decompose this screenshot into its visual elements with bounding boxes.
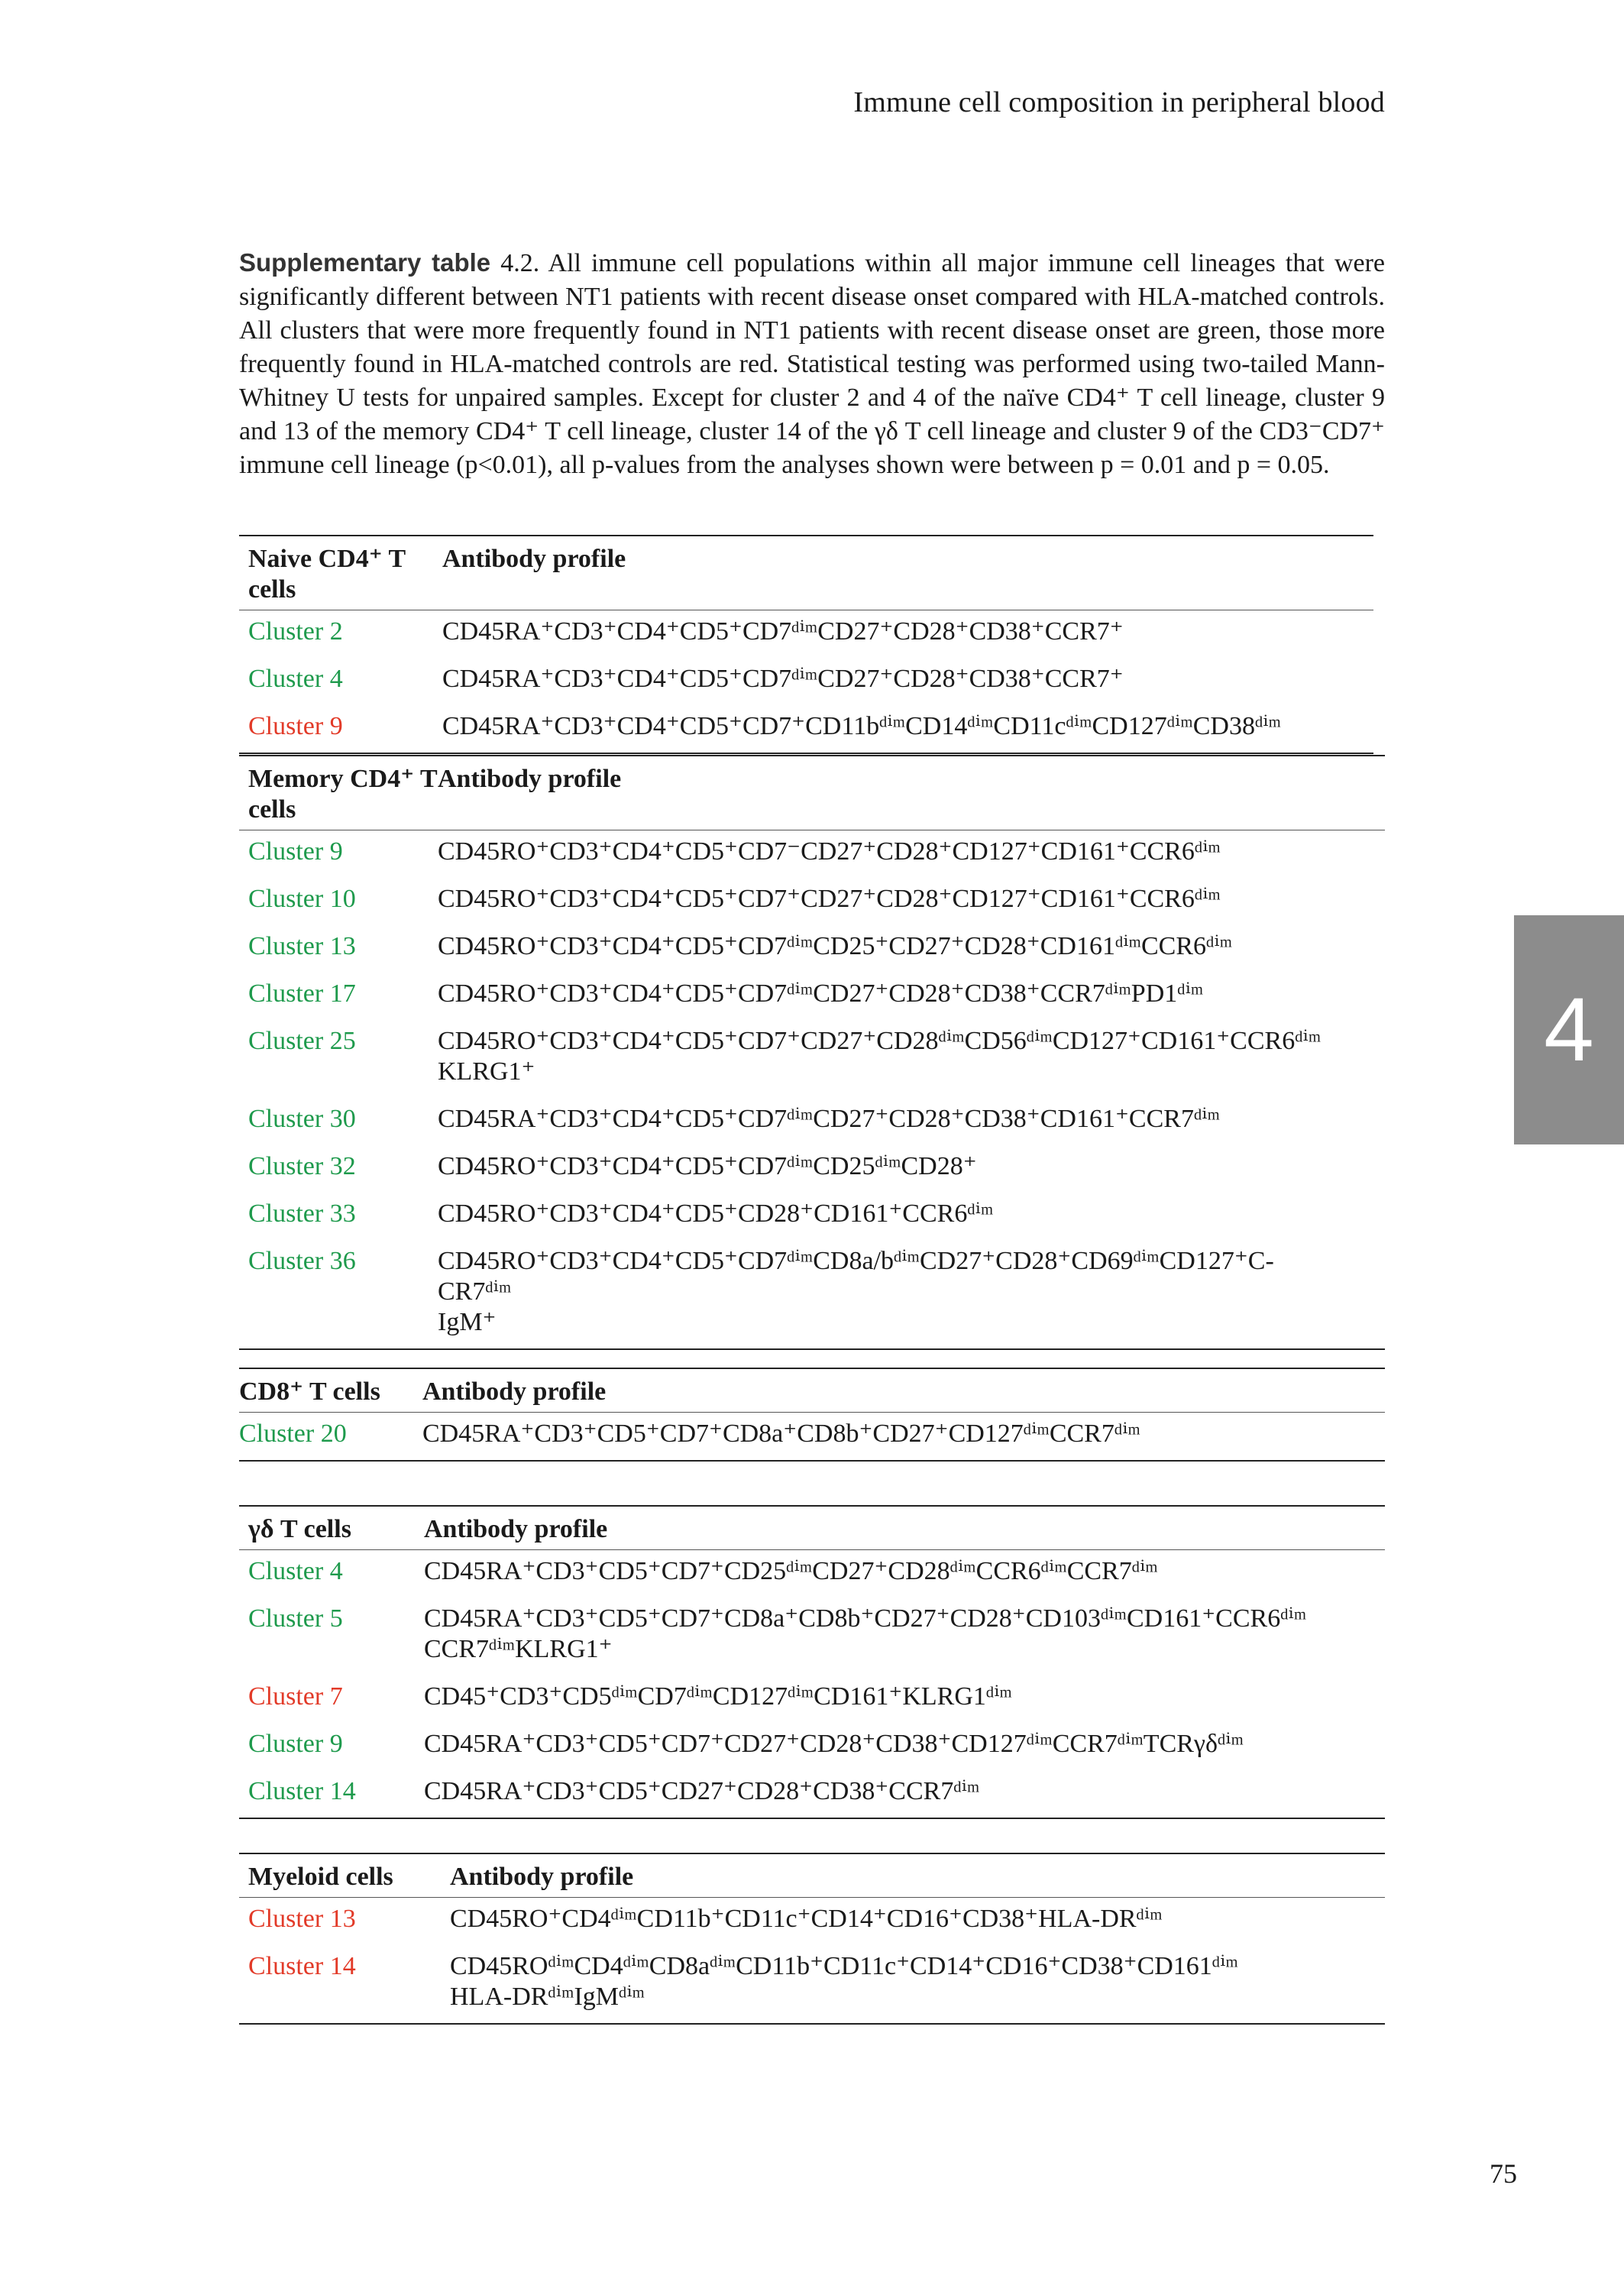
lineage-header: Naive CD4⁺ T cells [239, 536, 442, 610]
antibody-profile: CD45RA⁺CD3⁺CD5⁺CD27⁺CD28⁺CD38⁺CCR7ᵈⁱᵐ [424, 1777, 980, 1805]
antibody-profile: CD45RA⁺CD3⁺CD5⁺CD7⁺CD8a⁺CD8b⁺CD27⁺CD127ᵈⁱᵐCCR7ᵈⁱᵐ [422, 1420, 1140, 1448]
antibody-profile: CD45RO⁺CD3⁺CD4⁺CD5⁺CD7⁺CD27⁺CD28ᵈⁱᵐCD56ᵈⁱᵐCD127⁺CD161⁺CCR6ᵈⁱᵐ KLRG1⁺ [438, 1027, 1322, 1086]
table-row [239, 658, 1373, 705]
table-row [239, 610, 1373, 659]
cluster-label: Cluster 5 [248, 1604, 343, 1633]
table-row [239, 973, 1385, 1020]
table-row [239, 1193, 1385, 1240]
caption-lead: Supplementary table [239, 248, 491, 277]
table-row [239, 705, 1373, 753]
profile-header: Antibody profile [450, 1853, 1385, 1898]
gamma-delta-table [239, 1505, 1385, 1819]
table-header-row [239, 1853, 1385, 1898]
table-caption [239, 246, 1385, 482]
caption-text: 4.2. All immune cell populations within all major immune cell lineages that were significantly different between NT1 patients with recent disease onset compared with HLA-matched controls. All clusters that were more frequently found in NT1 patients with recent disease onset are green, those more frequently found in HLA-matched controls are red. Statistical testing was performed using two-tailed Mann-Whitney U tests for unpaired samples. Except for cluster 2 and 4 of the naïve CD4⁺ T cell lineage, cluster 9 and 13 of the memory CD4⁺ T cell lineage, cluster 14 of the γδ T cell lineage and cluster 9 of the CD3⁻CD7⁺ immune cell lineage (p<0.01), all p-values from the analyses shown were between p = 0.01 and p = 0.05. [239, 249, 1386, 479]
profile-header: Antibody profile [424, 1506, 1385, 1550]
antibody-profile: CD45RO⁺CD3⁺CD4⁺CD5⁺CD7ᵈⁱᵐCD25⁺CD27⁺CD28⁺CD161ᵈⁱᵐCCR6ᵈⁱᵐ [438, 932, 1233, 960]
lineage-header: CD8⁺ T cells [239, 1368, 422, 1413]
cluster-label: Cluster 14 [248, 1777, 356, 1805]
cluster-label: Cluster 32 [248, 1152, 356, 1180]
cluster-label: Cluster 10 [248, 885, 356, 913]
antibody-profile: CD45RA⁺CD3⁺CD4⁺CD5⁺CD7ᵈⁱᵐCD27⁺CD28⁺CD38⁺CD161⁺CCR7ᵈⁱᵐ [438, 1105, 1220, 1133]
table-row [239, 1145, 1385, 1193]
cluster-label: Cluster 7 [248, 1682, 343, 1711]
table-header-row [239, 756, 1385, 830]
lineage-header: Myeloid cells [239, 1853, 450, 1898]
table-row [239, 1770, 1385, 1818]
lineage-header: γδ T cells [239, 1506, 424, 1550]
lineage-header: Memory CD4⁺ T cells [239, 756, 438, 830]
antibody-profile: CD45RO⁺CD3⁺CD4⁺CD5⁺CD28⁺CD161⁺CCR6ᵈⁱᵐ [438, 1199, 994, 1228]
table-row [239, 1020, 1385, 1098]
antibody-profile: CD45RO⁺CD3⁺CD4⁺CD5⁺CD7ᵈⁱᵐCD8a/bᵈⁱᵐCD27⁺CD28⁺CD69ᵈⁱᵐCD127⁺C- CR7ᵈⁱᵐ IgM⁺ [438, 1247, 1274, 1336]
cluster-label: Cluster 25 [248, 1027, 356, 1055]
table-row [239, 1723, 1385, 1770]
chapter-number: 4 [1544, 979, 1594, 1080]
table-row [239, 1413, 1385, 1462]
table-row [239, 830, 1385, 879]
antibody-profile: CD45RO⁺CD4ᵈⁱᵐCD11b⁺CD11c⁺CD14⁺CD16⁺CD38⁺HLA-DRᵈⁱᵐ [450, 1905, 1163, 1933]
antibody-profile: CD45RO⁺CD3⁺CD4⁺CD5⁺CD7⁻CD27⁺CD28⁺CD127⁺CD161⁺CCR6ᵈⁱᵐ [438, 837, 1221, 866]
cluster-label: Cluster 33 [248, 1199, 356, 1228]
cluster-label: Cluster 9 [248, 1730, 343, 1758]
cluster-label: Cluster 4 [248, 1557, 343, 1585]
table-row [239, 1598, 1385, 1675]
cluster-label: Cluster 4 [248, 665, 343, 693]
antibody-profile: CD45RA⁺CD3⁺CD5⁺CD7⁺CD25ᵈⁱᵐCD27⁺CD28ᵈⁱᵐCCR6ᵈⁱᵐCCR7ᵈⁱᵐ [424, 1557, 1158, 1585]
running-header: Immune cell composition in peripheral blood [853, 86, 1385, 118]
antibody-profile: CD45RA⁺CD3⁺CD5⁺CD7⁺CD8a⁺CD8b⁺CD27⁺CD28⁺CD103ᵈⁱᵐCD161⁺CCR6ᵈⁱᵐ CCR7ᵈⁱᵐKLRG1⁺ [424, 1604, 1307, 1663]
page-number: 75 [1490, 2158, 1517, 2189]
cluster-label: Cluster 13 [248, 932, 356, 960]
chapter-tab [1514, 915, 1624, 1144]
antibody-profile: CD45⁺CD3⁺CD5ᵈⁱᵐCD7ᵈⁱᵐCD127ᵈⁱᵐCD161⁺KLRG1ᵈⁱᵐ [424, 1682, 1012, 1711]
cluster-label: Cluster 17 [248, 979, 356, 1008]
table-row [239, 1240, 1385, 1349]
antibody-profile: CD45ROᵈⁱᵐCD4ᵈⁱᵐCD8aᵈⁱᵐCD11b⁺CD11c⁺CD14⁺CD16⁺CD38⁺CD161ᵈⁱᵐ HLA-DRᵈⁱᵐIgMᵈⁱᵐ [450, 1952, 1238, 2011]
antibody-profile: CD45RA⁺CD3⁺CD4⁺CD5⁺CD7⁺CD11bᵈⁱᵐCD14ᵈⁱᵐCD11cᵈⁱᵐCD127ᵈⁱᵐCD38ᵈⁱᵐ [442, 712, 1282, 740]
cluster-label: Cluster 2 [248, 617, 343, 646]
table-row [239, 1098, 1385, 1145]
cd8-table [239, 1368, 1385, 1462]
table-row [239, 1945, 1385, 2024]
cluster-label: Cluster 20 [239, 1420, 347, 1448]
antibody-profile: CD45RO⁺CD3⁺CD4⁺CD5⁺CD7⁺CD27⁺CD28⁺CD127⁺CD161⁺CCR6ᵈⁱᵐ [438, 885, 1221, 913]
table-row [239, 1675, 1385, 1723]
table-header-row [239, 1368, 1385, 1413]
cluster-label: Cluster 9 [248, 712, 343, 740]
cluster-label: Cluster 13 [248, 1905, 356, 1933]
table-row [239, 1898, 1385, 1946]
table-header-row [239, 536, 1373, 610]
antibody-profile: CD45RO⁺CD3⁺CD4⁺CD5⁺CD7ᵈⁱᵐCD27⁺CD28⁺CD38⁺CCR7ᵈⁱᵐPD1ᵈⁱᵐ [438, 979, 1204, 1008]
profile-header: Antibody profile [438, 756, 1385, 830]
antibody-profile: CD45RA⁺CD3⁺CD5⁺CD7⁺CD27⁺CD28⁺CD38⁺CD127ᵈⁱᵐCCR7ᵈⁱᵐTCRγδᵈⁱᵐ [424, 1730, 1244, 1758]
myeloid-table [239, 1853, 1385, 2025]
cluster-label: Cluster 36 [248, 1247, 356, 1275]
table-row [239, 1550, 1385, 1598]
table-row [239, 925, 1385, 973]
memory-cd4-table [239, 755, 1385, 1350]
naive-cd4-table [239, 535, 1373, 754]
cluster-label: Cluster 30 [248, 1105, 356, 1133]
table-row [239, 878, 1385, 925]
antibody-profile: CD45RO⁺CD3⁺CD4⁺CD5⁺CD7ᵈⁱᵐCD25ᵈⁱᵐCD28⁺ [438, 1152, 977, 1180]
profile-header: Antibody profile [442, 536, 1373, 610]
cluster-label: Cluster 14 [248, 1952, 356, 1980]
cluster-label: Cluster 9 [248, 837, 343, 866]
table-header-row [239, 1506, 1385, 1550]
antibody-profile: CD45RA⁺CD3⁺CD4⁺CD5⁺CD7ᵈⁱᵐCD27⁺CD28⁺CD38⁺CCR7⁺ [442, 665, 1124, 693]
profile-header: Antibody profile [422, 1368, 1385, 1413]
antibody-profile: CD45RA⁺CD3⁺CD4⁺CD5⁺CD7ᵈⁱᵐCD27⁺CD28⁺CD38⁺CCR7⁺ [442, 617, 1124, 646]
